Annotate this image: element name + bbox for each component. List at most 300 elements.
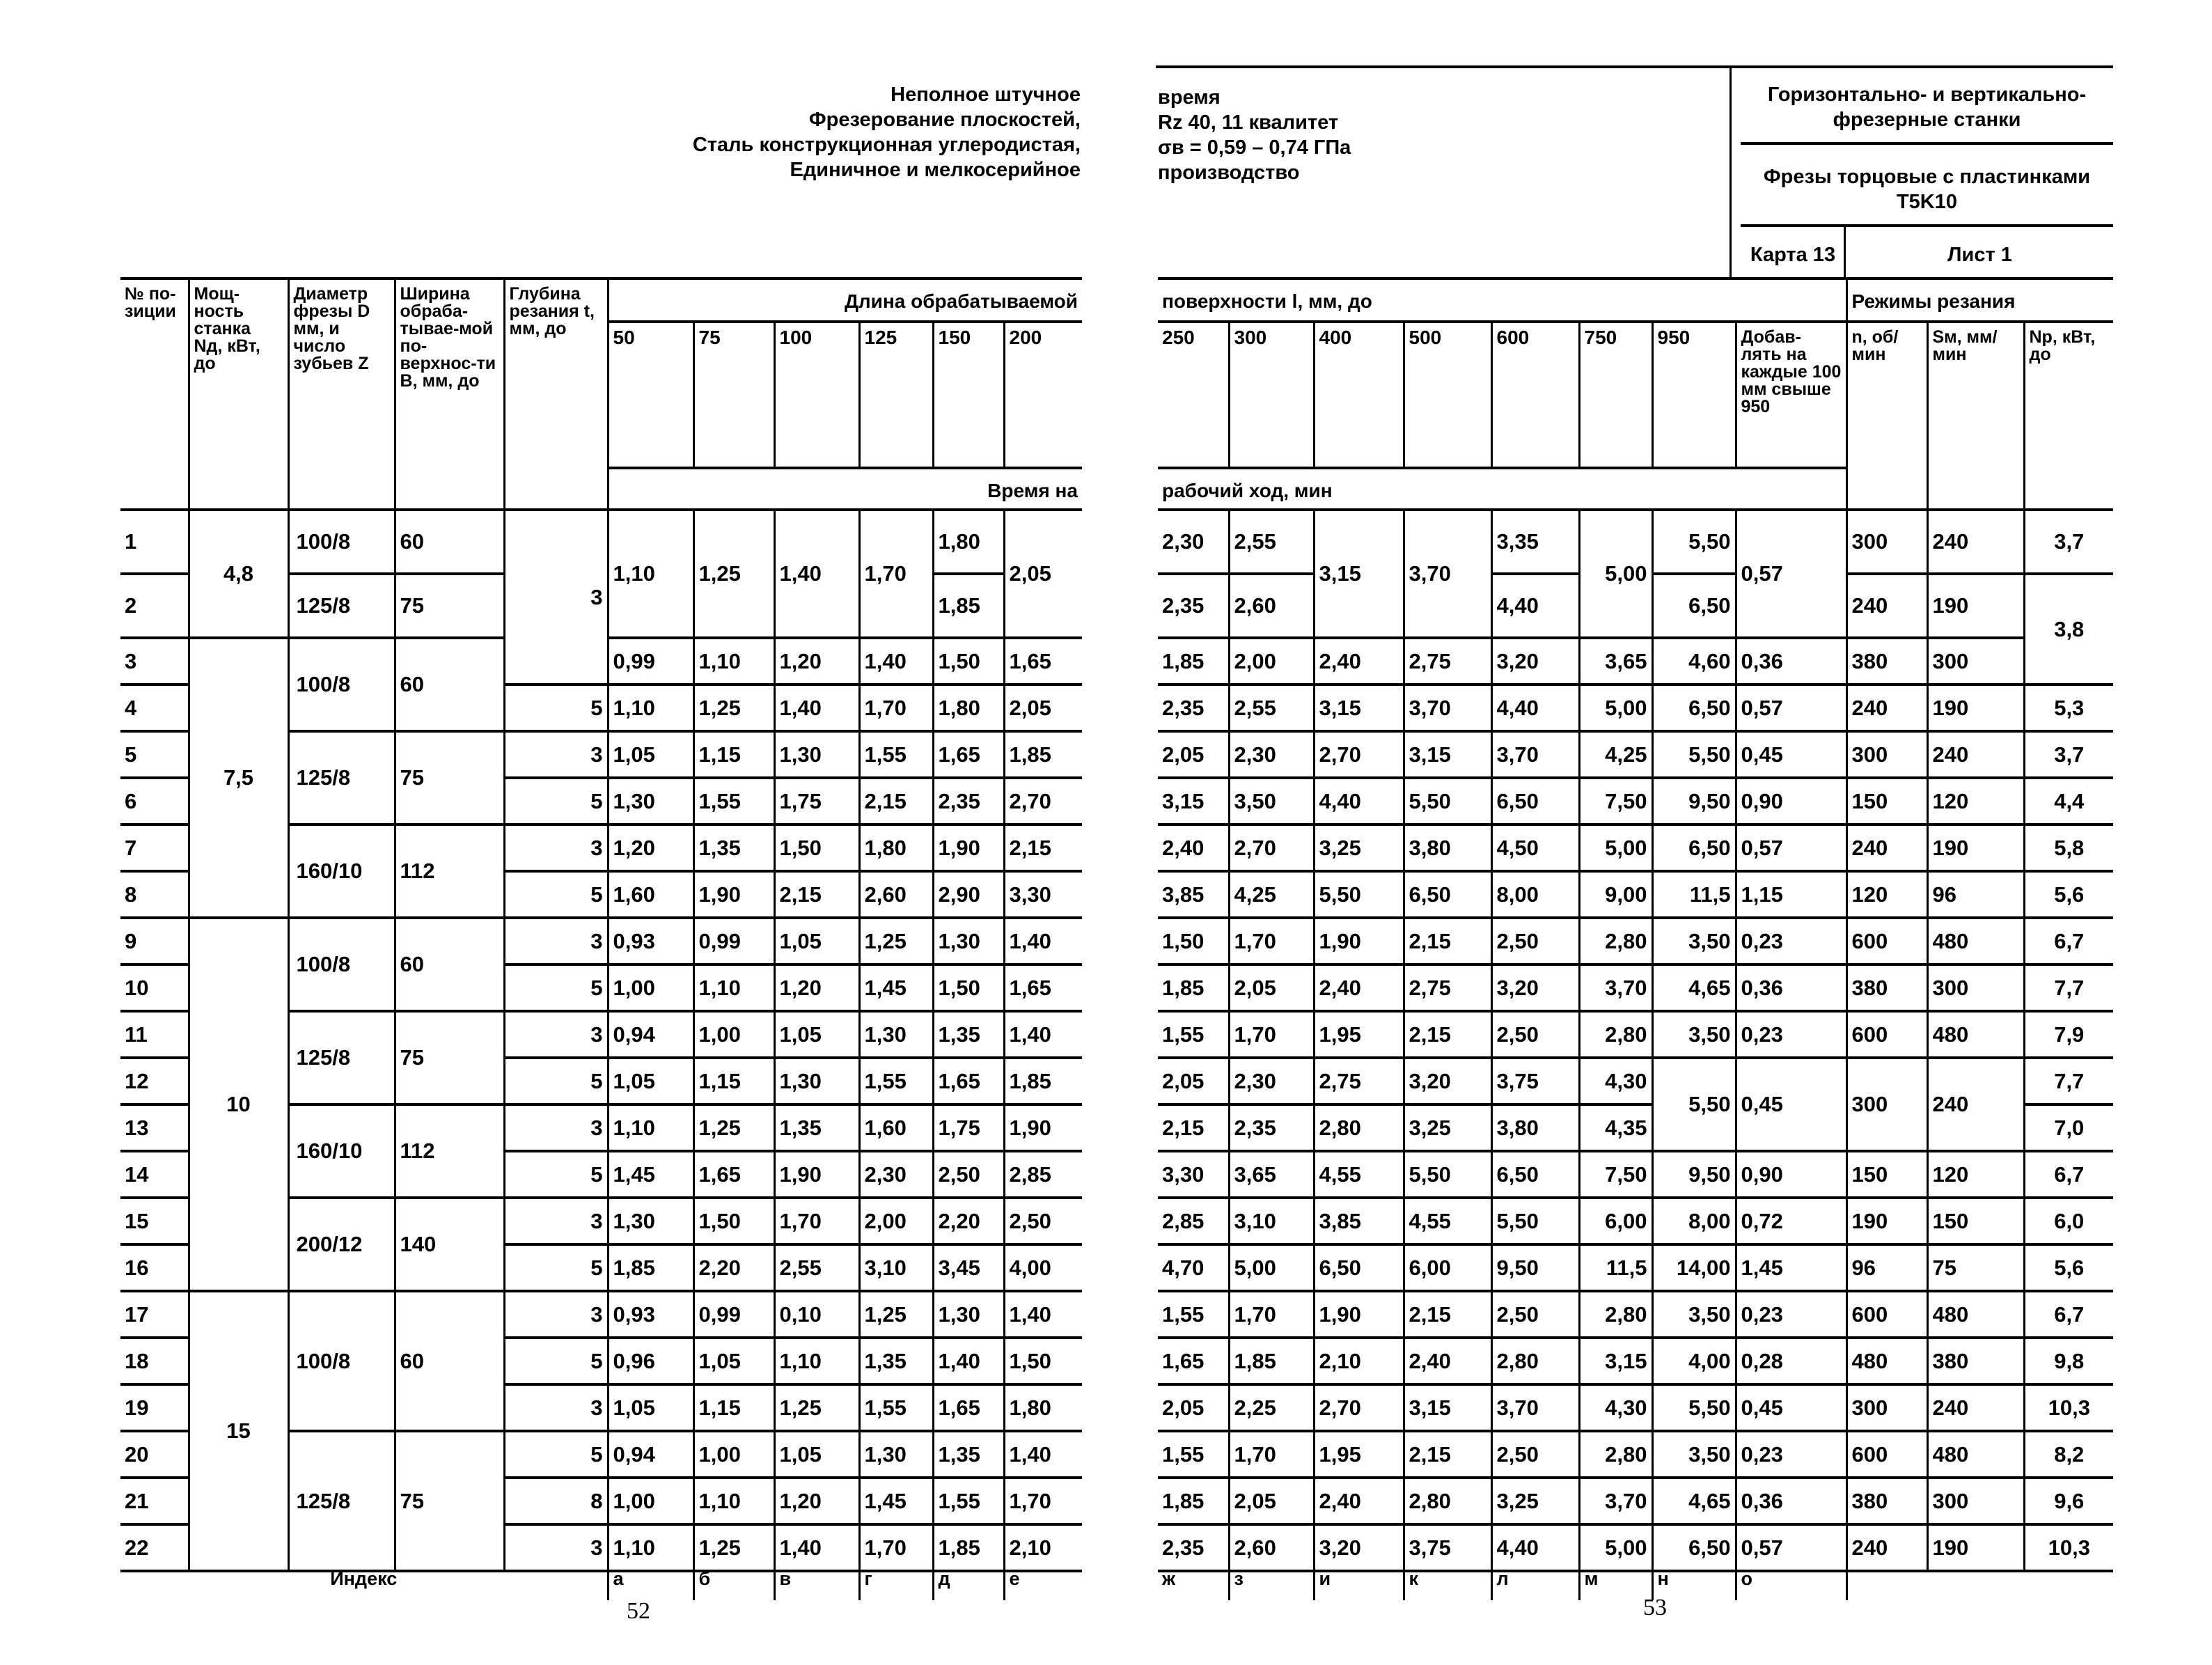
cell-t75: 1,00 xyxy=(693,1431,774,1478)
cell-t150: 2,35 xyxy=(933,778,1004,824)
cell-depth: 3 xyxy=(504,1011,608,1058)
cell-t300: 2,25 xyxy=(1229,1384,1314,1431)
cell-t400: 4,55 xyxy=(1314,1151,1404,1198)
cell-position: 17 xyxy=(120,1291,189,1338)
cell-t50: 1,45 xyxy=(608,1151,693,1198)
cell-t200: 2,05 xyxy=(1004,685,1082,731)
cell-position: 16 xyxy=(120,1244,189,1291)
cell-t950: 14,00 xyxy=(1652,1244,1736,1291)
cell-t250: 1,55 xyxy=(1158,1291,1229,1338)
cell-t125: 1,70 xyxy=(859,1524,933,1571)
cell-add: 0,23 xyxy=(1736,1431,1846,1478)
cell-position: 6 xyxy=(120,778,189,824)
cell-t500: 3,20 xyxy=(1404,1058,1491,1104)
cell-s: 240 xyxy=(1927,510,2024,574)
cell-add: 0,28 xyxy=(1736,1338,1846,1384)
cell-width: 112 xyxy=(395,1104,504,1198)
cell-t125: 1,55 xyxy=(859,731,933,778)
table-row xyxy=(1158,778,2113,824)
cell-t100: 1,10 xyxy=(774,1338,859,1384)
cutter-size-diameter: 125/8 xyxy=(296,593,351,618)
cell-s: 150 xyxy=(1927,1198,2024,1244)
table-row xyxy=(1158,510,2113,574)
left-index-row xyxy=(120,1568,1082,1600)
cell-t125: 2,30 xyxy=(859,1151,933,1198)
table-row xyxy=(1158,964,2113,1011)
cell-t75: 1,05 xyxy=(693,1338,774,1384)
cell-t50: 1,05 xyxy=(608,1384,693,1431)
col-header-depth: Глубина резания t, мм, до xyxy=(504,279,608,510)
table-row xyxy=(1158,1338,2113,1384)
cell-t750: 9,00 xyxy=(1579,871,1652,918)
cell-t950: 5,50 xyxy=(1652,510,1736,574)
cell-t600: 2,50 xyxy=(1491,918,1579,964)
top-rule xyxy=(1156,65,2113,68)
cell-t950: 9,50 xyxy=(1652,1151,1736,1198)
cutter-size-diameter: 125/8 xyxy=(296,765,351,790)
cell-position: 21 xyxy=(120,1478,189,1524)
cell-diameter xyxy=(288,1198,395,1291)
cell-t50: 0,93 xyxy=(608,1291,693,1338)
cell-t950: 4,65 xyxy=(1652,1478,1736,1524)
cell-t150: 1,85 xyxy=(933,1524,1004,1571)
cell-t950: 5,50 xyxy=(1652,1384,1736,1431)
cell-np: 4,4 xyxy=(2024,778,2113,824)
cell-t600: 2,50 xyxy=(1491,1431,1579,1478)
index-letter: н xyxy=(1652,1568,1736,1600)
cell-t400: 2,80 xyxy=(1314,1104,1404,1151)
table-row xyxy=(1158,685,2113,731)
cell-t250: 2,35 xyxy=(1158,574,1229,638)
cell-t100: 1,35 xyxy=(774,1104,859,1151)
cell-t50: 0,94 xyxy=(608,1011,693,1058)
cell-t950: 6,50 xyxy=(1652,685,1736,731)
cell-t600: 6,50 xyxy=(1491,1151,1579,1198)
table-row xyxy=(1158,824,2113,871)
cell-t950: 4,00 xyxy=(1652,1338,1736,1384)
cell-t50: 1,00 xyxy=(608,1478,693,1524)
cell-t125: 1,60 xyxy=(859,1104,933,1151)
col-header-length-value: 150 xyxy=(933,322,1004,468)
cell-n: 300 xyxy=(1846,731,1927,778)
cell-position: 2 xyxy=(120,574,189,638)
cell-t100: 1,20 xyxy=(774,1478,859,1524)
cell-add: 0,45 xyxy=(1736,731,1846,778)
cell-t300: 1,70 xyxy=(1229,1291,1314,1338)
index-letter: г xyxy=(859,1568,933,1600)
cell-depth: 3 xyxy=(504,510,608,685)
cell-t50: 1,60 xyxy=(608,871,693,918)
cell-t750: 5,00 xyxy=(1579,685,1652,731)
cell-width: 60 xyxy=(395,1291,504,1431)
cell-t100: 1,70 xyxy=(774,1198,859,1244)
index-letter: а xyxy=(608,1568,693,1600)
cell-t400: 3,85 xyxy=(1314,1198,1404,1244)
cell-t200: 2,05 xyxy=(1004,510,1082,638)
cell-t150: 2,90 xyxy=(933,871,1004,918)
cell-t100: 2,55 xyxy=(774,1244,859,1291)
cell-depth: 5 xyxy=(504,1058,608,1104)
cell-t200: 2,50 xyxy=(1004,1198,1082,1244)
cell-n: 380 xyxy=(1846,1478,1927,1524)
cell-t250: 2,05 xyxy=(1158,731,1229,778)
cell-t750: 11,5 xyxy=(1579,1244,1652,1291)
col-header-length-value: 50 xyxy=(608,322,693,468)
cell-t950: 9,50 xyxy=(1652,778,1736,824)
cell-t50: 1,10 xyxy=(608,685,693,731)
col-header-diameter: Диаметр фрезы D мм, и число зубьев Z xyxy=(288,279,395,510)
cell-t100: 1,05 xyxy=(774,1011,859,1058)
cell-t125: 1,40 xyxy=(859,638,933,685)
cell-np: 6,7 xyxy=(2024,1151,2113,1198)
cell-np: 5,6 xyxy=(2024,871,2113,918)
cell-t100: 1,40 xyxy=(774,685,859,731)
cell-t125: 1,45 xyxy=(859,964,933,1011)
card-number: Карта 13 xyxy=(1750,244,1836,266)
cell-width: 60 xyxy=(395,918,504,1011)
cell-t250: 3,15 xyxy=(1158,778,1229,824)
cell-t950: 6,50 xyxy=(1652,574,1736,638)
cell-t250: 1,85 xyxy=(1158,638,1229,685)
cell-t750: 4,35 xyxy=(1579,1104,1652,1151)
cell-t250: 2,05 xyxy=(1158,1384,1229,1431)
cell-add: 0,36 xyxy=(1736,1478,1846,1524)
cell-t500: 4,55 xyxy=(1404,1198,1491,1244)
col-header-position: № по-зиции xyxy=(120,279,189,510)
cell-t100: 1,30 xyxy=(774,731,859,778)
cell-t250: 1,55 xyxy=(1158,1431,1229,1478)
cell-depth: 5 xyxy=(504,685,608,731)
cell-t150: 1,30 xyxy=(933,1291,1004,1338)
cell-t100: 1,90 xyxy=(774,1151,859,1198)
cell-n: 240 xyxy=(1846,824,1927,871)
cell-t950: 3,50 xyxy=(1652,1011,1736,1058)
cell-t100: 1,30 xyxy=(774,1058,859,1104)
cell-t500: 2,15 xyxy=(1404,1011,1491,1058)
cell-position: 15 xyxy=(120,1198,189,1244)
cell-t300: 2,35 xyxy=(1229,1104,1314,1151)
cell-n: 240 xyxy=(1846,574,1927,638)
cell-add: 1,45 xyxy=(1736,1244,1846,1291)
cell-t125: 3,10 xyxy=(859,1244,933,1291)
cell-t250: 1,85 xyxy=(1158,1478,1229,1524)
cell-t500: 5,50 xyxy=(1404,1151,1491,1198)
cell-t150: 1,65 xyxy=(933,1058,1004,1104)
cell-t125: 1,35 xyxy=(859,1338,933,1384)
cell-t75: 2,20 xyxy=(693,1244,774,1291)
cell-t750: 6,00 xyxy=(1579,1198,1652,1244)
cell-add: 0,45 xyxy=(1736,1384,1846,1431)
cell-t50: 0,94 xyxy=(608,1431,693,1478)
cell-depth: 5 xyxy=(504,778,608,824)
cell-t150: 1,90 xyxy=(933,824,1004,871)
cell-np: 6,0 xyxy=(2024,1198,2113,1244)
table-row xyxy=(1158,871,2113,918)
table-row xyxy=(1158,918,2113,964)
cell-t500: 2,80 xyxy=(1404,1478,1491,1524)
cell-t200: 4,00 xyxy=(1004,1244,1082,1291)
col-header-length-value: 75 xyxy=(693,322,774,468)
cell-diameter xyxy=(288,824,395,918)
cell-t600: 3,25 xyxy=(1491,1478,1579,1524)
cell-t600: 3,80 xyxy=(1491,1104,1579,1151)
col-header-length-value: 950 xyxy=(1652,322,1736,468)
index-letter: б xyxy=(693,1568,774,1600)
cell-add: 0,36 xyxy=(1736,964,1846,1011)
table-row xyxy=(1158,1291,2113,1338)
cell-np: 7,0 xyxy=(2024,1104,2113,1151)
cell-n: 300 xyxy=(1846,1384,1927,1431)
cell-t250: 1,50 xyxy=(1158,918,1229,964)
cell-t400: 1,90 xyxy=(1314,1291,1404,1338)
cell-t75: 0,99 xyxy=(693,1291,774,1338)
cell-t750: 7,50 xyxy=(1579,778,1652,824)
cell-t200: 1,40 xyxy=(1004,1291,1082,1338)
col-header-length-value: 200 xyxy=(1004,322,1082,468)
cell-s: 190 xyxy=(1927,1524,2024,1571)
cell-position: 8 xyxy=(120,871,189,918)
cell-t400: 1,95 xyxy=(1314,1011,1404,1058)
cell-t50: 0,99 xyxy=(608,638,693,685)
cell-t75: 0,99 xyxy=(693,918,774,964)
cell-s: 380 xyxy=(1927,1338,2024,1384)
cell-t125: 1,25 xyxy=(859,1291,933,1338)
cell-np: 3,7 xyxy=(2024,731,2113,778)
cell-t950: 6,50 xyxy=(1652,824,1736,871)
cell-t950: 11,5 xyxy=(1652,871,1736,918)
cell-t400: 5,50 xyxy=(1314,871,1404,918)
table-row xyxy=(1158,1524,2113,1571)
cell-n: 96 xyxy=(1846,1244,1927,1291)
table-row xyxy=(1158,1478,2113,1524)
table-row xyxy=(1158,1058,2113,1104)
cell-t200: 3,30 xyxy=(1004,871,1082,918)
cell-t150: 1,55 xyxy=(933,1478,1004,1524)
cell-t500: 5,50 xyxy=(1404,778,1491,824)
cell-t50: 1,30 xyxy=(608,778,693,824)
cell-depth: 3 xyxy=(504,918,608,964)
cell-s: 300 xyxy=(1927,964,2024,1011)
cell-t300: 1,70 xyxy=(1229,1011,1314,1058)
cell-t75: 1,00 xyxy=(693,1011,774,1058)
cell-t750: 3,15 xyxy=(1579,1338,1652,1384)
index-letter: л xyxy=(1491,1568,1579,1600)
cell-t150: 1,65 xyxy=(933,1384,1004,1431)
cell-t150: 1,50 xyxy=(933,638,1004,685)
cell-np: 3,7 xyxy=(2024,510,2113,574)
cell-t100: 1,50 xyxy=(774,824,859,871)
cell-power: 4,8 xyxy=(189,510,288,638)
cell-n: 150 xyxy=(1846,778,1927,824)
cell-t200: 2,10 xyxy=(1004,1524,1082,1571)
col-header-modes: Режимы резания xyxy=(1846,279,2113,322)
col-header-length-value: 750 xyxy=(1579,322,1652,468)
index-letter: з xyxy=(1229,1568,1314,1600)
cell-t600: 4,40 xyxy=(1491,1524,1579,1571)
cell-power: 7,5 xyxy=(189,638,288,918)
index-letter: ж xyxy=(1162,1568,1176,1589)
cell-t400: 3,25 xyxy=(1314,824,1404,871)
cell-t500: 2,15 xyxy=(1404,1431,1491,1478)
cell-position: 12 xyxy=(120,1058,189,1104)
col-header-power: Мощ-ность станка Nд, кВт, до xyxy=(189,279,288,510)
cell-t150: 1,40 xyxy=(933,1338,1004,1384)
table-row xyxy=(120,510,1082,574)
cell-position: 4 xyxy=(120,685,189,731)
cell-t950: 6,50 xyxy=(1652,1524,1736,1571)
cell-position: 3 xyxy=(120,638,189,685)
cutter-size-diameter: 160/10 xyxy=(296,859,363,883)
cell-t100: 1,25 xyxy=(774,1384,859,1431)
cell-t75: 1,15 xyxy=(693,731,774,778)
cell-t300: 3,10 xyxy=(1229,1198,1314,1244)
page-number-right: 53 xyxy=(1643,1595,1667,1620)
cell-t200: 2,15 xyxy=(1004,824,1082,871)
cell-np: 5,8 xyxy=(2024,824,2113,871)
cell-t500: 2,75 xyxy=(1404,638,1491,685)
cell-t100: 1,40 xyxy=(774,1524,859,1571)
cell-t400: 6,50 xyxy=(1314,1244,1404,1291)
cell-np: 8,2 xyxy=(2024,1431,2113,1478)
cell-width: 60 xyxy=(395,638,504,731)
cell-np: 7,9 xyxy=(2024,1011,2113,1058)
cell-t50: 1,20 xyxy=(608,824,693,871)
cell-t400: 2,70 xyxy=(1314,1384,1404,1431)
cell-t50: 0,93 xyxy=(608,918,693,964)
col-header-length-value: 125 xyxy=(859,322,933,468)
cell-t400: 2,40 xyxy=(1314,638,1404,685)
index-letter: о xyxy=(1736,1568,1846,1600)
right-page-header xyxy=(1158,85,1351,185)
cutter-size-diameter: 125/8 xyxy=(296,1045,351,1070)
cell-t600: 3,35 xyxy=(1491,510,1579,574)
header-line: Единичное и мелкосерийное xyxy=(790,159,1081,181)
cell-depth: 3 xyxy=(504,1104,608,1151)
cell-t50: 1,10 xyxy=(608,510,693,638)
cell-t750: 5,00 xyxy=(1579,510,1652,638)
cell-t750: 4,25 xyxy=(1579,731,1652,778)
cell-add: 0,23 xyxy=(1736,1291,1846,1338)
cell-s: 300 xyxy=(1927,638,2024,685)
cell-t100: 1,20 xyxy=(774,964,859,1011)
cell-np: 10,3 xyxy=(2024,1524,2113,1571)
cell-add: 0,23 xyxy=(1736,918,1846,964)
cell-n: 120 xyxy=(1846,871,1927,918)
cell-t75: 1,90 xyxy=(693,871,774,918)
cell-t600: 3,70 xyxy=(1491,1384,1579,1431)
cell-t75: 1,25 xyxy=(693,1524,774,1571)
cell-t150: 2,20 xyxy=(933,1198,1004,1244)
col-header-n: n, об/мин xyxy=(1846,322,1927,510)
cell-n: 240 xyxy=(1846,685,1927,731)
cell-t100: 0,10 xyxy=(774,1291,859,1338)
cell-t250: 3,30 xyxy=(1158,1151,1229,1198)
cell-t125: 2,00 xyxy=(859,1198,933,1244)
cell-t100: 2,15 xyxy=(774,871,859,918)
cell-t50: 0,96 xyxy=(608,1338,693,1384)
cell-n: 300 xyxy=(1846,1058,1927,1151)
cell-t500: 2,15 xyxy=(1404,918,1491,964)
cell-t150: 1,85 xyxy=(933,574,1004,638)
cell-t150: 1,80 xyxy=(933,510,1004,574)
cell-t400: 2,75 xyxy=(1314,1058,1404,1104)
cell-t500: 3,80 xyxy=(1404,824,1491,871)
rule xyxy=(1741,224,2113,227)
cell-add: 0,72 xyxy=(1736,1198,1846,1244)
cutter-size-diameter: 160/10 xyxy=(296,1139,363,1163)
left-page-header xyxy=(693,82,1081,182)
cell-width: 112 xyxy=(395,824,504,918)
cell-t400: 3,20 xyxy=(1314,1524,1404,1571)
page-number-left: 52 xyxy=(627,1598,650,1624)
cell-t100: 1,05 xyxy=(774,918,859,964)
cell-t750: 3,70 xyxy=(1579,1478,1652,1524)
cell-t150: 2,50 xyxy=(933,1151,1004,1198)
cell-t250: 2,30 xyxy=(1158,510,1229,574)
cell-n: 600 xyxy=(1846,1011,1927,1058)
cell-s: 120 xyxy=(1927,778,2024,824)
table-row xyxy=(1158,1244,2113,1291)
cell-t300: 1,85 xyxy=(1229,1338,1314,1384)
cell-position: 1 xyxy=(120,510,189,574)
cell-np: 10,3 xyxy=(2024,1384,2113,1431)
table-row xyxy=(1158,1011,2113,1058)
cell-t75: 1,65 xyxy=(693,1151,774,1198)
cell-t300: 3,50 xyxy=(1229,778,1314,824)
cell-diameter xyxy=(288,918,395,1011)
cell-t750: 2,80 xyxy=(1579,918,1652,964)
cell-t75: 1,55 xyxy=(693,778,774,824)
table-row xyxy=(1158,1151,2113,1198)
cell-t950: 5,50 xyxy=(1652,731,1736,778)
cell-n: 190 xyxy=(1846,1198,1927,1244)
cell-t125: 2,60 xyxy=(859,871,933,918)
cell-t250: 1,85 xyxy=(1158,964,1229,1011)
cell-diameter xyxy=(288,574,395,638)
cell-t200: 1,40 xyxy=(1004,1431,1082,1478)
cell-position: 7 xyxy=(120,824,189,871)
cell-t75: 1,50 xyxy=(693,1198,774,1244)
cell-t250: 2,35 xyxy=(1158,685,1229,731)
cell-s: 190 xyxy=(1927,574,2024,638)
cell-t300: 5,00 xyxy=(1229,1244,1314,1291)
table-row xyxy=(120,918,1082,964)
cell-t200: 1,40 xyxy=(1004,918,1082,964)
cell-t400: 2,70 xyxy=(1314,731,1404,778)
cell-add: 0,57 xyxy=(1736,1524,1846,1571)
cell-np: 7,7 xyxy=(2024,964,2113,1011)
col-header-add: Добав-лять на каждые 100 мм свыше 950 xyxy=(1736,322,1846,468)
cell-width: 60 xyxy=(395,510,504,574)
cell-t150: 1,50 xyxy=(933,964,1004,1011)
cell-t200: 1,80 xyxy=(1004,1384,1082,1431)
cell-t250: 2,35 xyxy=(1158,1524,1229,1571)
table-row xyxy=(1158,731,2113,778)
cell-t50: 1,05 xyxy=(608,731,693,778)
col-header-length-value: 250 xyxy=(1158,322,1229,468)
cell-t750: 3,65 xyxy=(1579,638,1652,685)
cell-s: 190 xyxy=(1927,824,2024,871)
cell-s: 190 xyxy=(1927,685,2024,731)
col-header-time: Время на xyxy=(608,468,1082,510)
cell-depth: 5 xyxy=(504,1431,608,1478)
cell-depth: 5 xyxy=(504,1338,608,1384)
cell-t150: 1,80 xyxy=(933,685,1004,731)
cell-t75: 1,15 xyxy=(693,1058,774,1104)
cell-position: 20 xyxy=(120,1431,189,1478)
cell-t200: 1,40 xyxy=(1004,1011,1082,1058)
cell-depth: 3 xyxy=(504,1384,608,1431)
